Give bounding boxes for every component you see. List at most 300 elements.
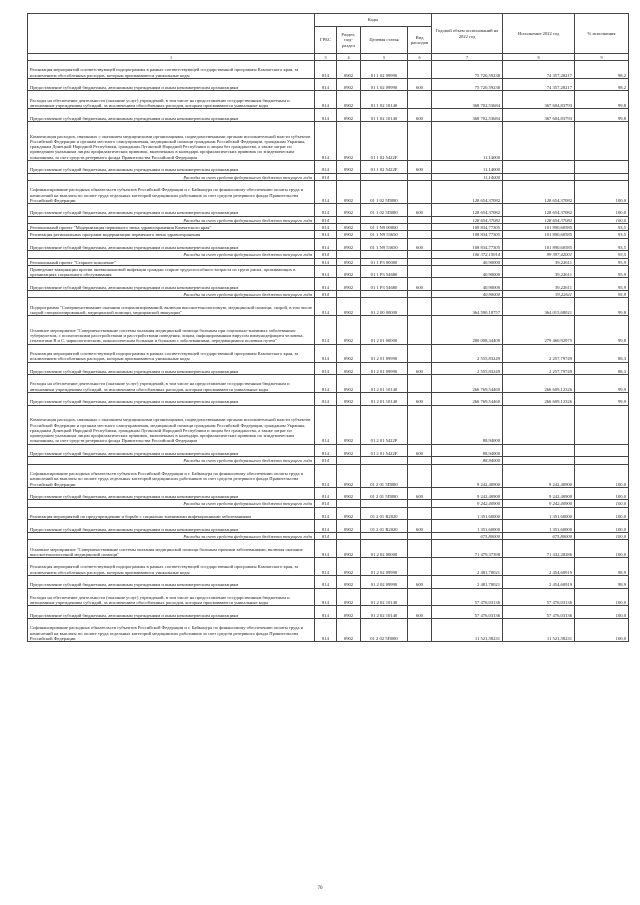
percent-cell: 99,9 <box>575 393 629 406</box>
percent-cell <box>575 173 629 180</box>
percent-cell: 100,0 <box>575 520 629 533</box>
target-article-cell: 01 2 00 00000 <box>361 298 408 316</box>
annual-amount-cell: 2 555,83249 <box>432 344 503 362</box>
percent-cell: 100,0 <box>575 532 629 539</box>
percent-cell: 100,0 <box>575 500 629 507</box>
executed-amount-cell <box>503 457 575 464</box>
annual-column-header: Годовой объем ассигнований на 2022 год <box>432 14 503 54</box>
executed-amount-cell: 266 609,12326 <box>503 393 575 406</box>
percent-cell <box>575 121 629 160</box>
section-cell: 0902 <box>337 265 361 278</box>
expense-type-cell <box>408 258 432 265</box>
section-cell: 0902 <box>337 375 361 393</box>
section-cell: 0902 <box>337 464 361 487</box>
percent-cell: 100,0 <box>575 606 629 619</box>
table-row <box>28 464 629 487</box>
expense-type-cell: 600 <box>408 444 432 457</box>
grbs-cell: 814 <box>315 344 337 362</box>
grbs-cell: 814 <box>315 558 337 576</box>
target-article-cell: 01 1 N9 53650 <box>361 231 408 238</box>
row-name-cell: Предоставление субсидий бюджетным, автономным учреждениям и иным некоммерческим организациям <box>28 238 315 251</box>
annual-amount-cell: 2 481,70021 <box>432 558 503 576</box>
row-name-cell: Предоставление субсидий бюджетным, автономным учреждениям и иным некоммерческим организациям <box>28 278 315 291</box>
grbs-cell: 814 <box>315 231 337 238</box>
expense-type-cell <box>408 500 432 507</box>
annual-amount-cell: 266 769,54460 <box>432 393 503 406</box>
percent-cell: 95,9 <box>575 278 629 291</box>
annual-amount-cell: 40,90000 <box>432 291 503 298</box>
table-row <box>28 251 629 258</box>
target-article-cell: 01 2 01 00000 <box>361 316 408 345</box>
target-article-cell <box>361 216 408 223</box>
row-name-cell: Подпрограмма "Совершенствование оказания специализированной, включая высокотехнологичную, медицинской помощи, скорой, в том числе скорой специализированной, медицинской помощи, медицинской эвакуации" <box>28 298 315 316</box>
row-name-cell: Расходы за счет средств федерального бюджета текущего года <box>28 532 315 539</box>
section-cell: 0902 <box>337 540 361 558</box>
percent-cell: 100,0 <box>575 216 629 223</box>
annual-amount-cell: 280 008,34409 <box>432 316 503 345</box>
target-article-cell: 01 1 02 09990 <box>361 78 408 91</box>
section-cell: 0902 <box>337 109 361 122</box>
target-article-cell: 01 2 02 10140 <box>361 588 408 606</box>
executed-amount-cell: 367 604,83793 <box>503 109 575 122</box>
executed-amount-cell: 1 351,60000 <box>503 520 575 533</box>
page-number: 70 <box>317 886 323 891</box>
target-article-cell: 01 2 02 09990 <box>361 575 408 588</box>
table-row <box>28 161 629 174</box>
index-cell: 7 <box>432 54 503 61</box>
executed-amount-cell: 1 351,60000 <box>503 507 575 520</box>
section-cell <box>337 216 361 223</box>
table-row <box>28 362 629 375</box>
grbs-cell: 814 <box>315 464 337 487</box>
row-name-cell: Софинансирование расходных обязательств субъектов Российской Федерации и г. Байконура по финансовому обеспечению оплаты труда и начислений на выплаты по оплате труда отдельных категорий медицинских работников за счет средств резервного фонда Правительства Российской Федерации <box>28 464 315 487</box>
target-article-cell: 01 1 02 09990 <box>361 61 408 79</box>
section-cell: 0902 <box>337 588 361 606</box>
target-article-cell: 01 2 01 10140 <box>361 393 408 406</box>
table-row <box>28 258 629 265</box>
row-name-cell: Реализация региональных программ модернизации первичного звена здравоохранения <box>28 231 315 238</box>
annual-amount-cell: 128 654,37082 <box>432 216 503 223</box>
executed-amount-cell <box>503 173 575 180</box>
row-name-cell: Софинансирование расходных обязательств субъектов Российской Федерации и г. Байконура по финансовому обеспечению оплаты труда и начислений на выплаты по оплате труда отдельных категорий медицинских работников за счет средств резервного фонда Правительства Российской Федерации <box>28 180 315 203</box>
section-cell: 0902 <box>337 180 361 203</box>
section-cell: 0902 <box>337 91 361 109</box>
expense-type-cell <box>408 316 432 345</box>
section-cell: 0902 <box>337 204 361 217</box>
executed-amount-cell: 367 604,83793 <box>503 91 575 109</box>
executed-amount-cell: 9 242,40900 <box>503 464 575 487</box>
table-row <box>28 61 629 79</box>
table-row <box>28 278 629 291</box>
annual-amount-cell: 1 351,60000 <box>432 507 503 520</box>
executed-amount-cell: 39,22611 <box>503 265 575 278</box>
annual-amount-cell: 88,94000 <box>432 444 503 457</box>
annual-amount-cell: 108 834,77305 <box>432 231 503 238</box>
row-name-cell: Предоставление субсидий бюджетным, автономным учреждениям и иным некоммерческим организациям <box>28 520 315 533</box>
row-name-cell: Расходы за счет средств федерального бюджета текущего года <box>28 500 315 507</box>
section-cell: 0902 <box>337 224 361 231</box>
table-row <box>28 588 629 606</box>
table-row <box>28 291 629 298</box>
table-row <box>28 487 629 500</box>
percent-cell: 100,0 <box>575 619 629 642</box>
percent-cell: 100,0 <box>575 487 629 500</box>
section-cell: 0902 <box>337 61 361 79</box>
percent-cell: 100,0 <box>575 464 629 487</box>
executed-amount-cell: 2 454,60919 <box>503 575 575 588</box>
section-cell <box>337 251 361 258</box>
target-article-cell: 01 1 02 5422F <box>361 161 408 174</box>
row-name-cell: Предоставление субсидий бюджетным, автономным учреждениям и иным некоммерческим организациям <box>28 444 315 457</box>
grbs-cell: 814 <box>315 500 337 507</box>
annual-amount-cell: 368 702,53684 <box>432 91 503 109</box>
annual-amount-cell: 11,14000 <box>432 121 503 160</box>
section-cell: 0902 <box>337 362 361 375</box>
target-article-cell <box>361 173 408 180</box>
grbs-cell: 814 <box>315 532 337 539</box>
expense-type-cell <box>408 619 432 642</box>
index-cell: 8 <box>503 54 575 61</box>
table-row <box>28 298 629 316</box>
section-cell <box>337 457 361 464</box>
row-name-cell: Реализация мероприятий соответствующей подпрограммы в рамках соответствующей государственной программы Камчатского края, за исключением обособленных расходов, которым присваиваются уникальные коды <box>28 61 315 79</box>
percent-cell: 100,0 <box>575 540 629 558</box>
annual-amount-cell: 2 555,83249 <box>432 362 503 375</box>
table-row <box>28 375 629 393</box>
section-cell: 0902 <box>337 606 361 619</box>
percent-cell <box>575 405 629 444</box>
expense-type-cell: 600 <box>408 606 432 619</box>
row-name-cell: Расходы за счет средств федерального бюджета текущего года <box>28 216 315 223</box>
section-cell <box>337 291 361 298</box>
grbs-cell: 814 <box>315 121 337 160</box>
budget-table-sheet <box>27 13 628 642</box>
percent-cell: 98,9 <box>575 558 629 576</box>
percent-cell: 98,9 <box>575 575 629 588</box>
executed-amount-cell: 364 015,68021 <box>503 298 575 316</box>
table-row <box>28 393 629 406</box>
table-row <box>28 507 629 520</box>
annual-amount-cell: 675,80000 <box>432 532 503 539</box>
executed-amount-cell <box>503 444 575 457</box>
section-cell: 0902 <box>337 344 361 362</box>
annual-amount-cell: 57 476,03136 <box>432 606 503 619</box>
grbs-cell: 814 <box>315 393 337 406</box>
annual-amount-cell: 368 702,53684 <box>432 109 503 122</box>
expense-type-cell <box>408 121 432 160</box>
row-name-cell: Компенсация расходов, связанных с оказанием медицинскими организациями, подведомственными органам исполнительной власти субъектов Российской Федерации и органам местного самоуправления, медицинской помощи гражданам Российской Федерации, гражданам Украины, гражданам Донецкой Народной Республики, гражданам Луганской Народной Республики и лицам без гражданства, а также затрат по проведению указанным лицам профилактических прививок, включенных в календарь профилактических прививок по эпидемическим показаниям, за счет средств резервного фонда Правительства Российской Федерации <box>28 405 315 444</box>
grbs-cell: 814 <box>315 291 337 298</box>
target-article-cell: 01 2 02 00000 <box>361 540 408 558</box>
table-row <box>28 224 629 231</box>
index-cell: 1 <box>28 54 315 61</box>
codes-header: Коды <box>315 14 432 27</box>
table-row <box>28 344 629 362</box>
target-article-cell: 01 1 02 5П080 <box>361 180 408 203</box>
table-row <box>28 558 629 576</box>
table-row <box>28 520 629 533</box>
row-name-cell: Реализация мероприятий соответствующей подпрограммы в рамках соответствующей государственной программы Камчатского края, за исключением обособленных расходов, которым присваиваются уникальные коды <box>28 558 315 576</box>
expense-type-cell <box>408 265 432 278</box>
table-row <box>28 316 629 345</box>
expense-type-cell <box>408 291 432 298</box>
target-article-cell: 01 1 P3 00000 <box>361 258 408 265</box>
grbs-cell: 814 <box>315 180 337 203</box>
section-cell: 0902 <box>337 405 361 444</box>
annual-amount-cell: 88,94000 <box>432 405 503 444</box>
row-name-cell: Основное мероприятие "Совершенствование системы оказания медицинской помощи больным при социально-значимых заболеваниях: туберкулезом, с психическими расстройствами и расстройствами поведения, лицам, инфицированным вирусом иммунодефицита человека, гепатитами B и C, наркологическим, онкологическим больным и больным с заболеваниями, передающимися половым путем" <box>28 316 315 345</box>
column-index-row <box>28 54 629 61</box>
expense-type-cell <box>408 375 432 393</box>
percent-cell: 100,0 <box>575 588 629 606</box>
grbs-cell: 814 <box>315 575 337 588</box>
expense-type-cell: 600 <box>408 238 432 251</box>
section-cell: 0902 <box>337 161 361 174</box>
executed-amount-cell: 128 654,37082 <box>503 216 575 223</box>
grbs-column-header: ГРБС <box>315 27 337 54</box>
target-article-cell: 01 2 02 5П080 <box>361 619 408 642</box>
percent-cell: 99,8 <box>575 298 629 316</box>
grbs-cell: 814 <box>315 278 337 291</box>
section-cell: 0902 <box>337 258 361 265</box>
expense-type-cell <box>408 344 432 362</box>
grbs-cell: 814 <box>315 316 337 345</box>
row-name-cell: Расходы за счет средств федерального бюджета текущего года <box>28 291 315 298</box>
target-article-cell: 01 1 P3 54680 <box>361 278 408 291</box>
percent-cell <box>575 161 629 174</box>
target-article-cell: 01 1 02 5422F <box>361 121 408 160</box>
expense-type-cell <box>408 532 432 539</box>
table-row <box>28 91 629 109</box>
grbs-cell: 814 <box>315 444 337 457</box>
target-article-cell: 01 2 01 09990 <box>361 362 408 375</box>
percent-cell: 93,5 <box>575 238 629 251</box>
expense-type-column-header: Вид расходов <box>408 27 432 54</box>
executed-amount-cell: 101 890,60585 <box>503 224 575 231</box>
grbs-cell: 814 <box>315 216 337 223</box>
target-article-cell: 01 2 01 10140 <box>361 375 408 393</box>
grbs-cell: 814 <box>315 487 337 500</box>
target-article-cell <box>361 500 408 507</box>
table-row <box>28 231 629 238</box>
table-row <box>28 204 629 217</box>
row-name-cell: Реализация мероприятий по предупреждению и борьбе с социально значимыми инфекционными заболеваниями <box>28 507 315 520</box>
index-cell: 3 <box>315 54 337 61</box>
grbs-cell: 814 <box>315 540 337 558</box>
expense-type-cell: 600 <box>408 204 432 217</box>
target-article-cell: 01 2 01 R2020 <box>361 520 408 533</box>
executed-amount-cell: 74 357,28217 <box>503 78 575 91</box>
executed-amount-cell: 101 890,60585 <box>503 238 575 251</box>
expense-type-cell: 600 <box>408 575 432 588</box>
table-row <box>28 500 629 507</box>
executed-amount-cell: 39,22611 <box>503 258 575 265</box>
section-column-header: Раздел, под-раздел <box>337 27 361 54</box>
target-article-cell: 01 1 N9 00000 <box>361 224 408 231</box>
annual-amount-cell: 106 372,15914 <box>432 251 503 258</box>
row-name-cell: Предоставление субсидий бюджетным, автономным учреждениям и иным некоммерческим организациям <box>28 606 315 619</box>
row-name-cell: Предоставление субсидий бюджетным, автономным учреждениям и иным некоммерческим организациям <box>28 78 315 91</box>
grbs-cell: 814 <box>315 405 337 444</box>
expense-type-cell <box>408 558 432 576</box>
row-name-cell: Расходы за счет средств федерального бюджета текущего года <box>28 251 315 258</box>
section-cell: 0902 <box>337 520 361 533</box>
expense-type-cell: 600 <box>408 362 432 375</box>
row-name-cell: Региональный проект "Старшее поколение" <box>28 258 315 265</box>
target-article-cell <box>361 251 408 258</box>
grbs-cell: 814 <box>315 173 337 180</box>
annual-amount-cell: 40,90000 <box>432 265 503 278</box>
annual-amount-cell: 128 654,37082 <box>432 180 503 203</box>
section-cell: 0902 <box>337 298 361 316</box>
executed-amount-cell: 2 257,79749 <box>503 344 575 362</box>
target-article-cell: 01 2 01 5П080 <box>361 487 408 500</box>
annual-amount-cell: 266 769,54460 <box>432 375 503 393</box>
executed-amount-cell: 2 454,60919 <box>503 558 575 576</box>
expense-type-cell <box>408 457 432 464</box>
grbs-cell: 814 <box>315 91 337 109</box>
row-name-cell: Расходы на обеспечение деятельности (оказание услуг) учреждений, в том числе на предоставление государственным бюджетным и автономным учреждениям субсидий, за исключением обособленных расходов, которым присваиваются уникальные коды <box>28 588 315 606</box>
index-cell: 5 <box>361 54 408 61</box>
percent-column-header: % исполнения <box>575 14 629 54</box>
executed-amount-cell: 2 257,79749 <box>503 362 575 375</box>
row-name-cell: Предоставление субсидий бюджетным, автономным учреждениям и иным некоммерческим организациям <box>28 487 315 500</box>
expense-type-cell <box>408 91 432 109</box>
executed-amount-cell <box>503 405 575 444</box>
target-article-cell: 01 2 02 09990 <box>361 558 408 576</box>
expense-type-cell <box>408 61 432 79</box>
row-name-cell: Региональный проект "Модернизация первичного звена здравоохранения Камчатского края" <box>28 224 315 231</box>
section-cell <box>337 173 361 180</box>
annual-amount-cell: 11,14000 <box>432 173 503 180</box>
executed-amount-cell: 74 357,28217 <box>503 61 575 79</box>
expense-type-cell <box>408 507 432 520</box>
target-article-cell <box>361 291 408 298</box>
percent-cell: 93,5 <box>575 224 629 231</box>
target-article-cell: 01 2 01 5422F <box>361 444 408 457</box>
target-article-cell <box>361 457 408 464</box>
annual-amount-cell: 9 242,40900 <box>432 464 503 487</box>
percent-cell: 95,9 <box>575 258 629 265</box>
executed-amount-cell: 11 521,58231 <box>503 619 575 642</box>
table-row <box>28 109 629 122</box>
row-name-cell: Расходы на обеспечение деятельности (оказание услуг) учреждений, в том числе на предоставление государственным бюджетным и автономным учреждениям субсидий, за исключением обособленных расходов, которым присваиваются уникальные коды <box>28 375 315 393</box>
target-article-cell: 01 2 01 5П080 <box>361 464 408 487</box>
executed-amount-cell: 279 460,92975 <box>503 316 575 345</box>
annual-amount-cell: 11 521,58231 <box>432 619 503 642</box>
section-cell: 0902 <box>337 487 361 500</box>
grbs-cell: 814 <box>315 224 337 231</box>
executed-amount-cell: 128 654,37082 <box>503 204 575 217</box>
executed-column-header: Исполнение 2022 год <box>503 14 575 54</box>
percent-cell: 88,3 <box>575 362 629 375</box>
annual-amount-cell: 11,14000 <box>432 161 503 174</box>
budget-table <box>27 13 629 642</box>
table-row <box>28 444 629 457</box>
percent-cell <box>575 444 629 457</box>
executed-amount-cell: 57 476,03136 <box>503 606 575 619</box>
row-name-cell: Предоставление субсидий бюджетным, автономным учреждениям и иным некоммерческим организациям <box>28 109 315 122</box>
percent-cell: 93,5 <box>575 251 629 258</box>
percent-cell: 99,8 <box>575 109 629 122</box>
grbs-cell: 814 <box>315 109 337 122</box>
grbs-cell: 814 <box>315 362 337 375</box>
percent-cell: 99,8 <box>575 91 629 109</box>
grbs-cell: 814 <box>315 251 337 258</box>
section-cell: 0902 <box>337 619 361 642</box>
table-row <box>28 532 629 539</box>
section-cell: 0902 <box>337 238 361 251</box>
annual-amount-cell: 1 351,60000 <box>432 520 503 533</box>
target-article-cell: 01 1 02 5П080 <box>361 204 408 217</box>
section-cell: 0902 <box>337 121 361 160</box>
name-column-header <box>28 14 315 54</box>
row-name-cell: Предоставление субсидий бюджетным, автономным учреждениям и иным некоммерческим организациям <box>28 575 315 588</box>
section-cell: 0902 <box>337 78 361 91</box>
row-name-cell: Расходы за счет средств федерального бюджета текущего года <box>28 457 315 464</box>
expense-type-cell <box>408 180 432 203</box>
annual-amount-cell: 108 834,77305 <box>432 238 503 251</box>
expense-type-cell <box>408 464 432 487</box>
target-article-cell <box>361 532 408 539</box>
section-cell: 0902 <box>337 393 361 406</box>
target-article-cell: 01 2 01 R2020 <box>361 507 408 520</box>
annual-amount-cell: 364 590,18757 <box>432 298 503 316</box>
section-cell: 0902 <box>337 278 361 291</box>
table-row <box>28 540 629 558</box>
table-row <box>28 78 629 91</box>
percent-cell: 100,0 <box>575 180 629 203</box>
executed-amount-cell: 9 242,40900 <box>503 500 575 507</box>
annual-amount-cell: 9 242,40900 <box>432 487 503 500</box>
expense-type-cell <box>408 298 432 316</box>
annual-amount-cell: 108 834,77305 <box>432 224 503 231</box>
executed-amount-cell <box>503 121 575 160</box>
table-row <box>28 173 629 180</box>
annual-amount-cell: 57 476,03136 <box>432 588 503 606</box>
expense-type-cell <box>408 251 432 258</box>
percent-cell: 100,0 <box>575 204 629 217</box>
annual-amount-cell: 40,90000 <box>432 258 503 265</box>
executed-amount-cell: 675,80000 <box>503 532 575 539</box>
target-article-cell: 01 1 02 10140 <box>361 109 408 122</box>
executed-amount-cell: 101 890,60585 <box>503 231 575 238</box>
target-article-cell: 01 2 02 10140 <box>361 606 408 619</box>
section-cell: 0902 <box>337 558 361 576</box>
expense-type-cell: 600 <box>408 393 432 406</box>
expense-type-cell <box>408 540 432 558</box>
table-row <box>28 575 629 588</box>
grbs-cell: 814 <box>315 161 337 174</box>
table-row <box>28 238 629 251</box>
grbs-cell: 814 <box>315 588 337 606</box>
expense-type-cell <box>408 588 432 606</box>
grbs-cell: 814 <box>315 78 337 91</box>
row-name-cell: Основное мероприятие "Совершенствование системы оказания медицинской помощи больным прочими заболеваниями, включая оказание высокотехнологичной медицинской помощи" <box>28 540 315 558</box>
row-name-cell: Предоставление субсидий бюджетным, автономным учреждениям и иным некоммерческим организациям <box>28 204 315 217</box>
row-name-cell: Расходы за счет средств федерального бюджета текущего года <box>28 173 315 180</box>
section-cell: 0902 <box>337 575 361 588</box>
grbs-cell: 814 <box>315 298 337 316</box>
grbs-cell: 814 <box>315 258 337 265</box>
executed-amount-cell: 99 397,42001 <box>503 251 575 258</box>
row-name-cell: Проведение вакцинации против пневмококковой инфекции граждан старше трудоспособного возраста из групп риска, проживающих в организациях социального обслуживания <box>28 265 315 278</box>
grbs-cell: 814 <box>315 375 337 393</box>
row-name-cell: Предоставление субсидий бюджетным, автономным учреждениям и иным некоммерческим организациям <box>28 362 315 375</box>
header-row <box>28 14 629 27</box>
executed-amount-cell: 39,22611 <box>503 291 575 298</box>
target-article-cell: 01 1 N9 53650 <box>361 238 408 251</box>
